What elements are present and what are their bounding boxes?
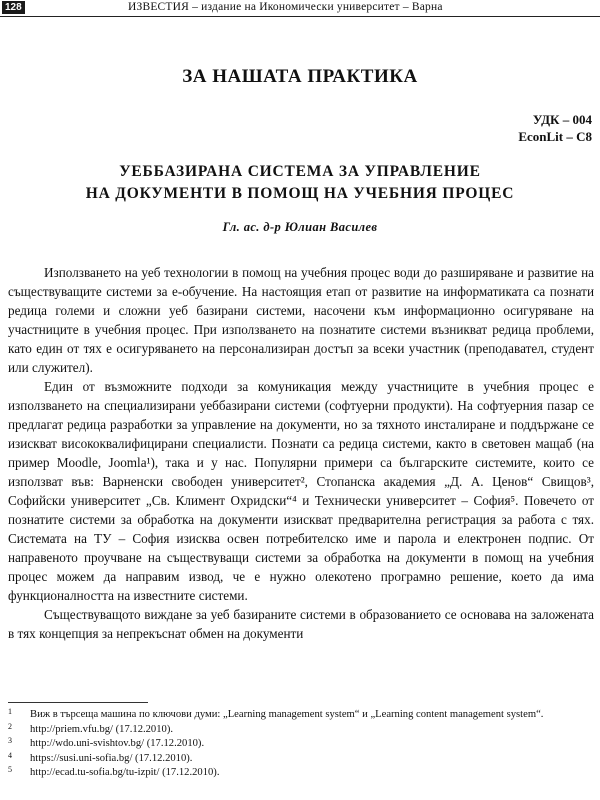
footnote-divider [8, 702, 148, 703]
footnote-text: Виж в търсеща машина по ключови думи: „Learning management system“ и „Learning content management system“. [30, 709, 544, 720]
footnote-1 [8, 708, 594, 723]
section-title: ЗА НАШАТА ПРАКТИКА [182, 66, 418, 87]
footnote-number: 4 [8, 750, 12, 760]
footnote-link[interactable]: https://susi.uni-sofia.bg/ (17.12.2010). [30, 752, 193, 764]
footnotes [8, 708, 594, 781]
footnote-link[interactable]: http://ecad.tu-sofia.bg/tu-izpit/ (17.12.2010). [30, 767, 220, 778]
article-title-line-1: УЕББАЗИРАНА СИСТЕМА ЗА УПРАВЛЕНИЕ [119, 163, 481, 180]
footnote-number: 3 [8, 736, 12, 745]
footnote-4 [8, 752, 594, 767]
paragraph-3: Съществуващото виждане за уеб базираните системи в образованието се основава на заложената в тях концепция за непрекъснат обмен на документи [8, 607, 594, 641]
footnote-3 [8, 737, 594, 752]
journal-title: ИЗВЕСТИЯ – издание на Икономически университет – Варна [128, 1, 443, 13]
footnote-5 [8, 766, 594, 781]
article-title [0, 161, 600, 205]
running-header [0, 0, 600, 17]
econlit-code: EconLit – C8 [518, 129, 592, 144]
paragraph-2: Един от възможните подходи за комуникация между участниците в учебния процес е използването на специализирани уеббазирани системи (софтуерни продукти). На софтуерния пазар се предлагат редица разработки за управление на документи, но за тяхното инсталиране и поддържане се изискват висококвалифицирани специалисти. Познати са редица системи, както в световен мащаб (на пример Moodle, Joomla¹), така и у нас. Популярни примери са българските системите, които се използват във: Варненски свободен университет², Стопанска академия „Д. А. Ценов“ Свищов³, Софийски университет „Св. Климент Охридски“⁴ и Технически университет – София⁵. Повечето от познатите системи за обработка на документи изискват предварителна регистрация за работа с тях. Системата на ТУ – София изисква освен потребителско име и парола и електронен подпис. От направеното проучване на съществуващи системи за обработка на документи в помощ на учебния процес можем да направим извод, че е нужно олекотено програмно решение, което да има функционалността на известните системи. [8, 379, 594, 603]
paragraph-1: Използването на уеб технологии в помощ на учебния процес води до разширяване и развитие на съществуващите системи за е-обучение. На настоящия етап от развитие на информатиката са познати редица големи и сложни уеб базирани системи, насочени към информационно осигуряване на участниците в учебния процес. При използването на познатите системи възникват редица проблеми, като един от тях е осигуряването на персонализиран достъп за всеки участник (преподавател, студент или служител). [8, 265, 594, 375]
page-number: 128 [2, 1, 25, 14]
article-body [8, 263, 594, 643]
footnote-number: 2 [8, 721, 12, 731]
article-title-line-2: НА ДОКУМЕНТИ В ПОМОЩ НА УЧЕБНИЯ ПРОЦЕС [85, 185, 515, 202]
footnote-link[interactable]: http://wdo.uni-svishtov.bg/ (17.12.2010). [30, 738, 205, 749]
author: Гл. ас. д-р Юлиан Василев [222, 220, 378, 234]
footnote-number: 1 [8, 707, 12, 716]
footnote-link[interactable]: http://priem.vfu.bg/ (17.12.2010). [30, 723, 174, 735]
footnote-2 [8, 723, 594, 738]
udk-code: УДК – 004 [532, 112, 592, 127]
footnote-number: 5 [8, 765, 12, 774]
classification-codes [518, 111, 592, 145]
